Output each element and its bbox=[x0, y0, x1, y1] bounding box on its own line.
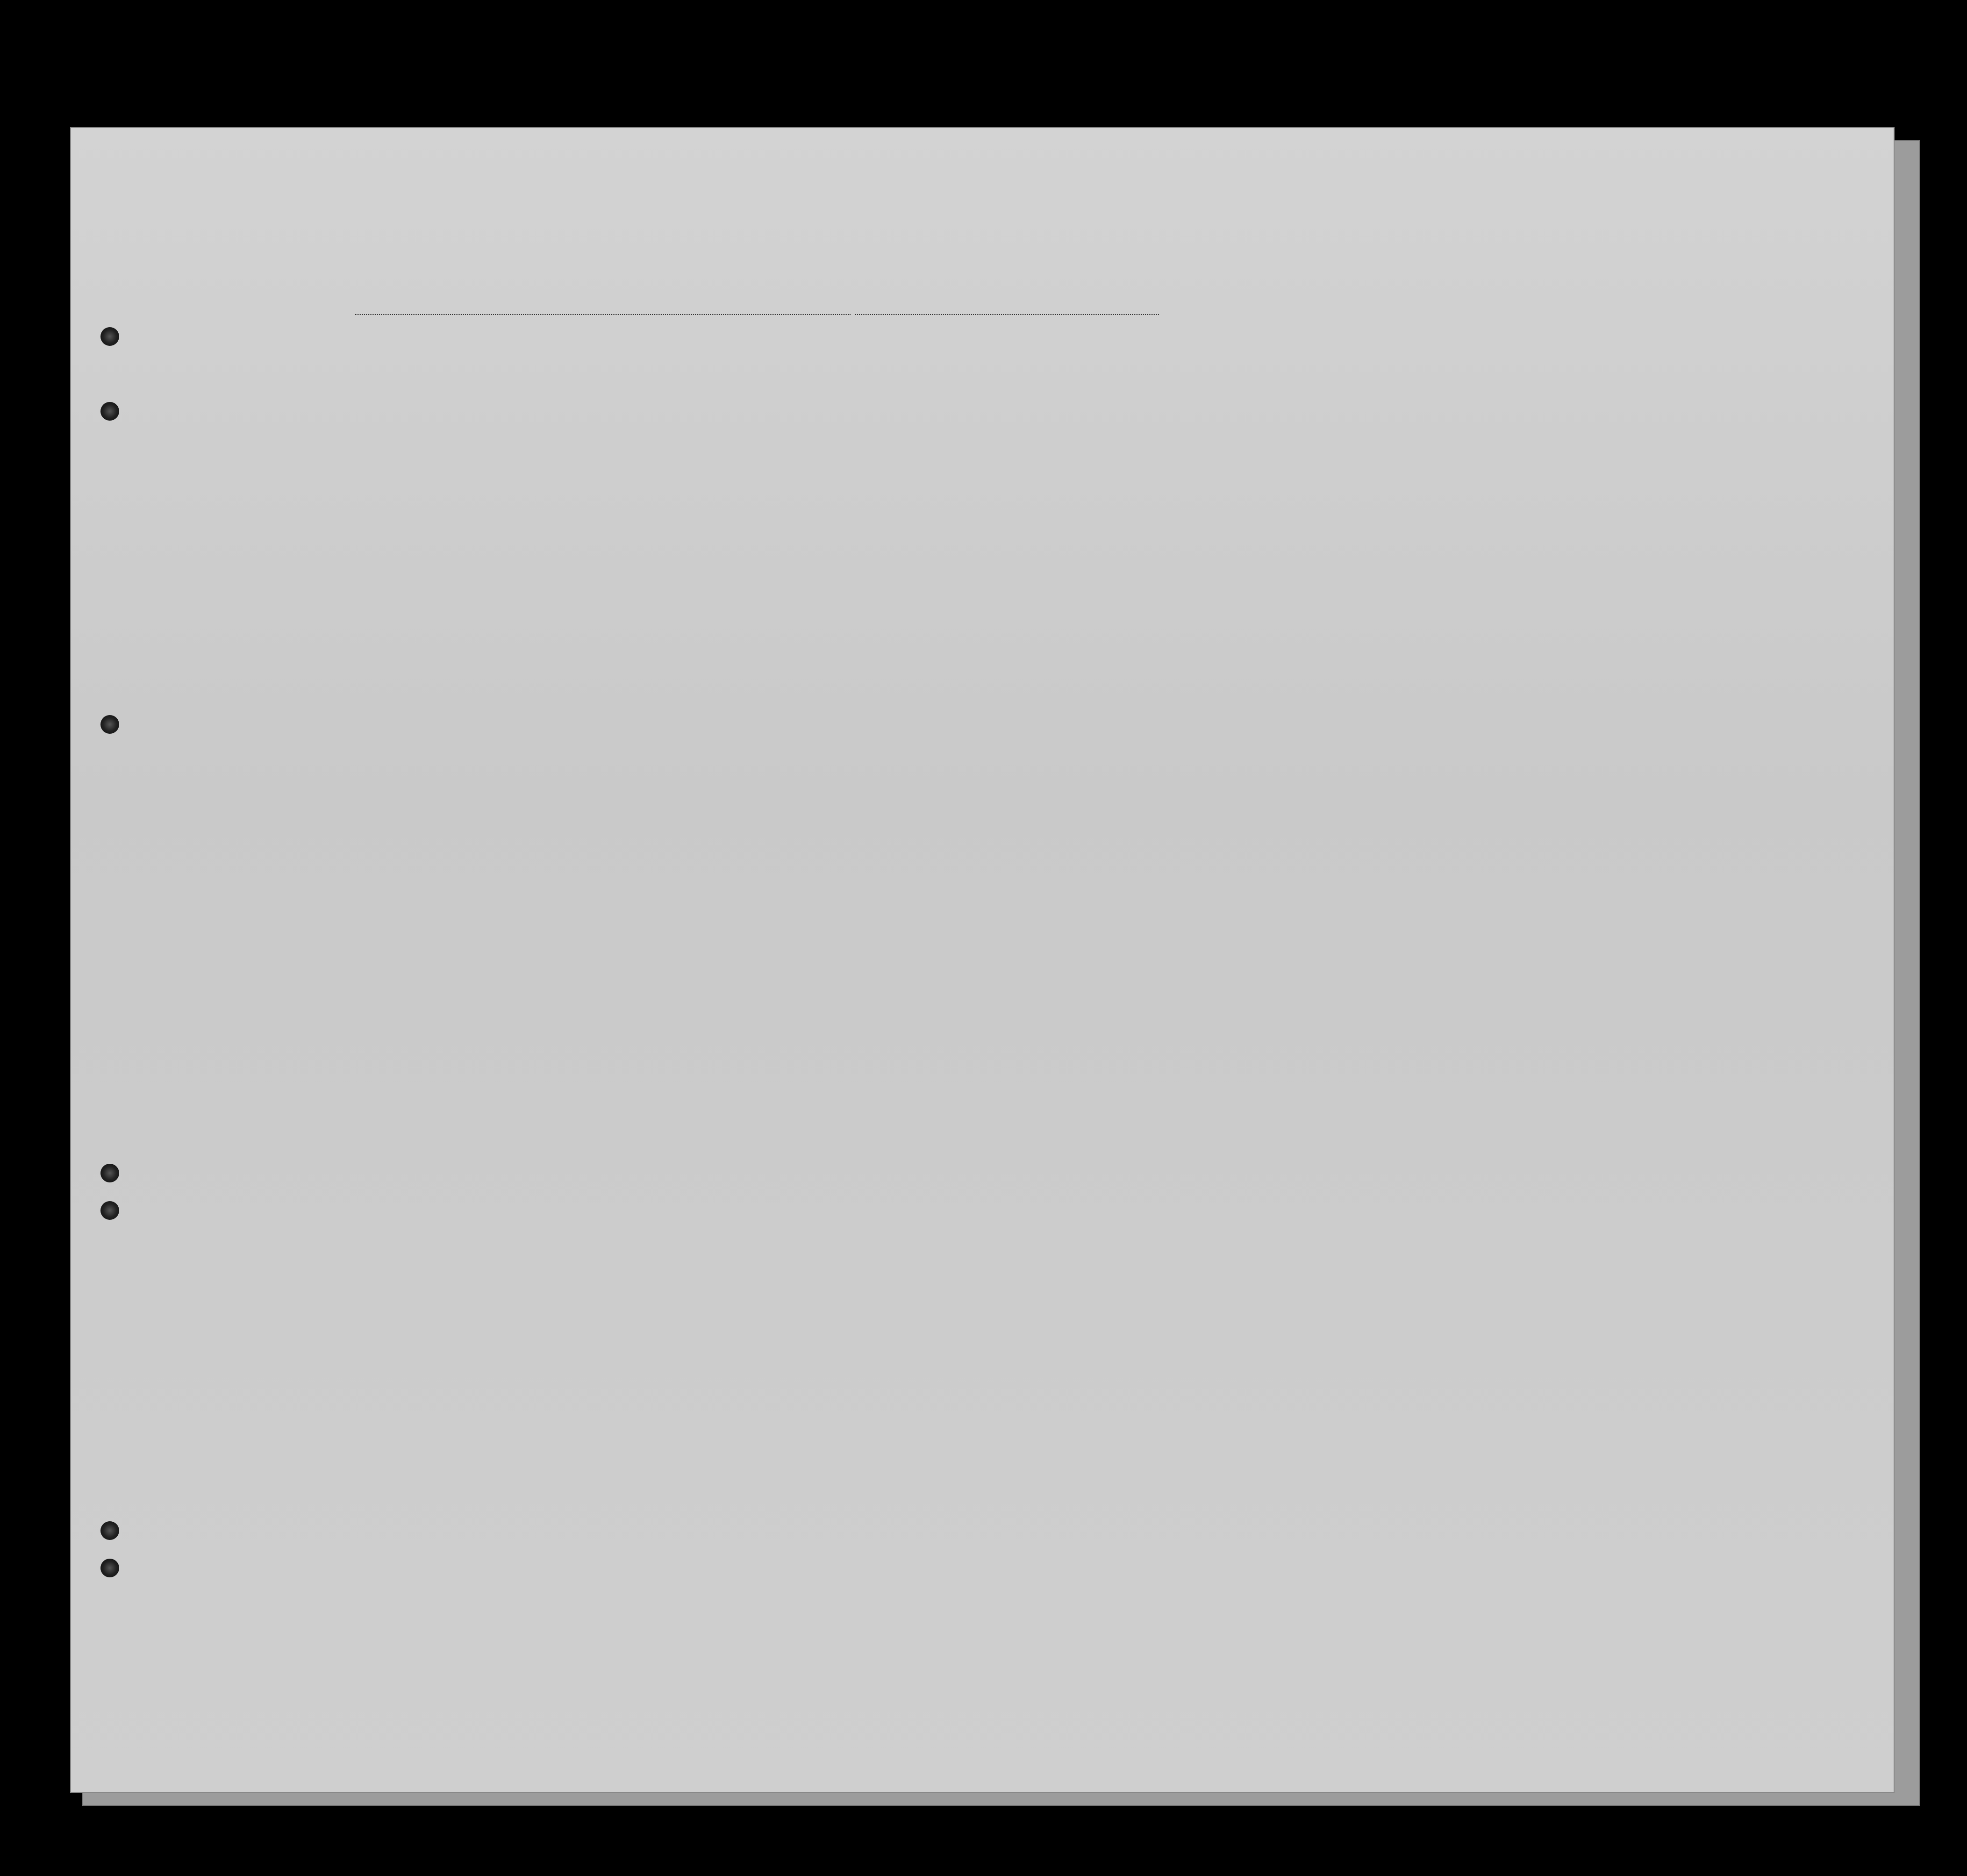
port-line bbox=[355, 314, 851, 315]
date-line bbox=[855, 314, 1159, 315]
manifest-table bbox=[82, 341, 1862, 1640]
